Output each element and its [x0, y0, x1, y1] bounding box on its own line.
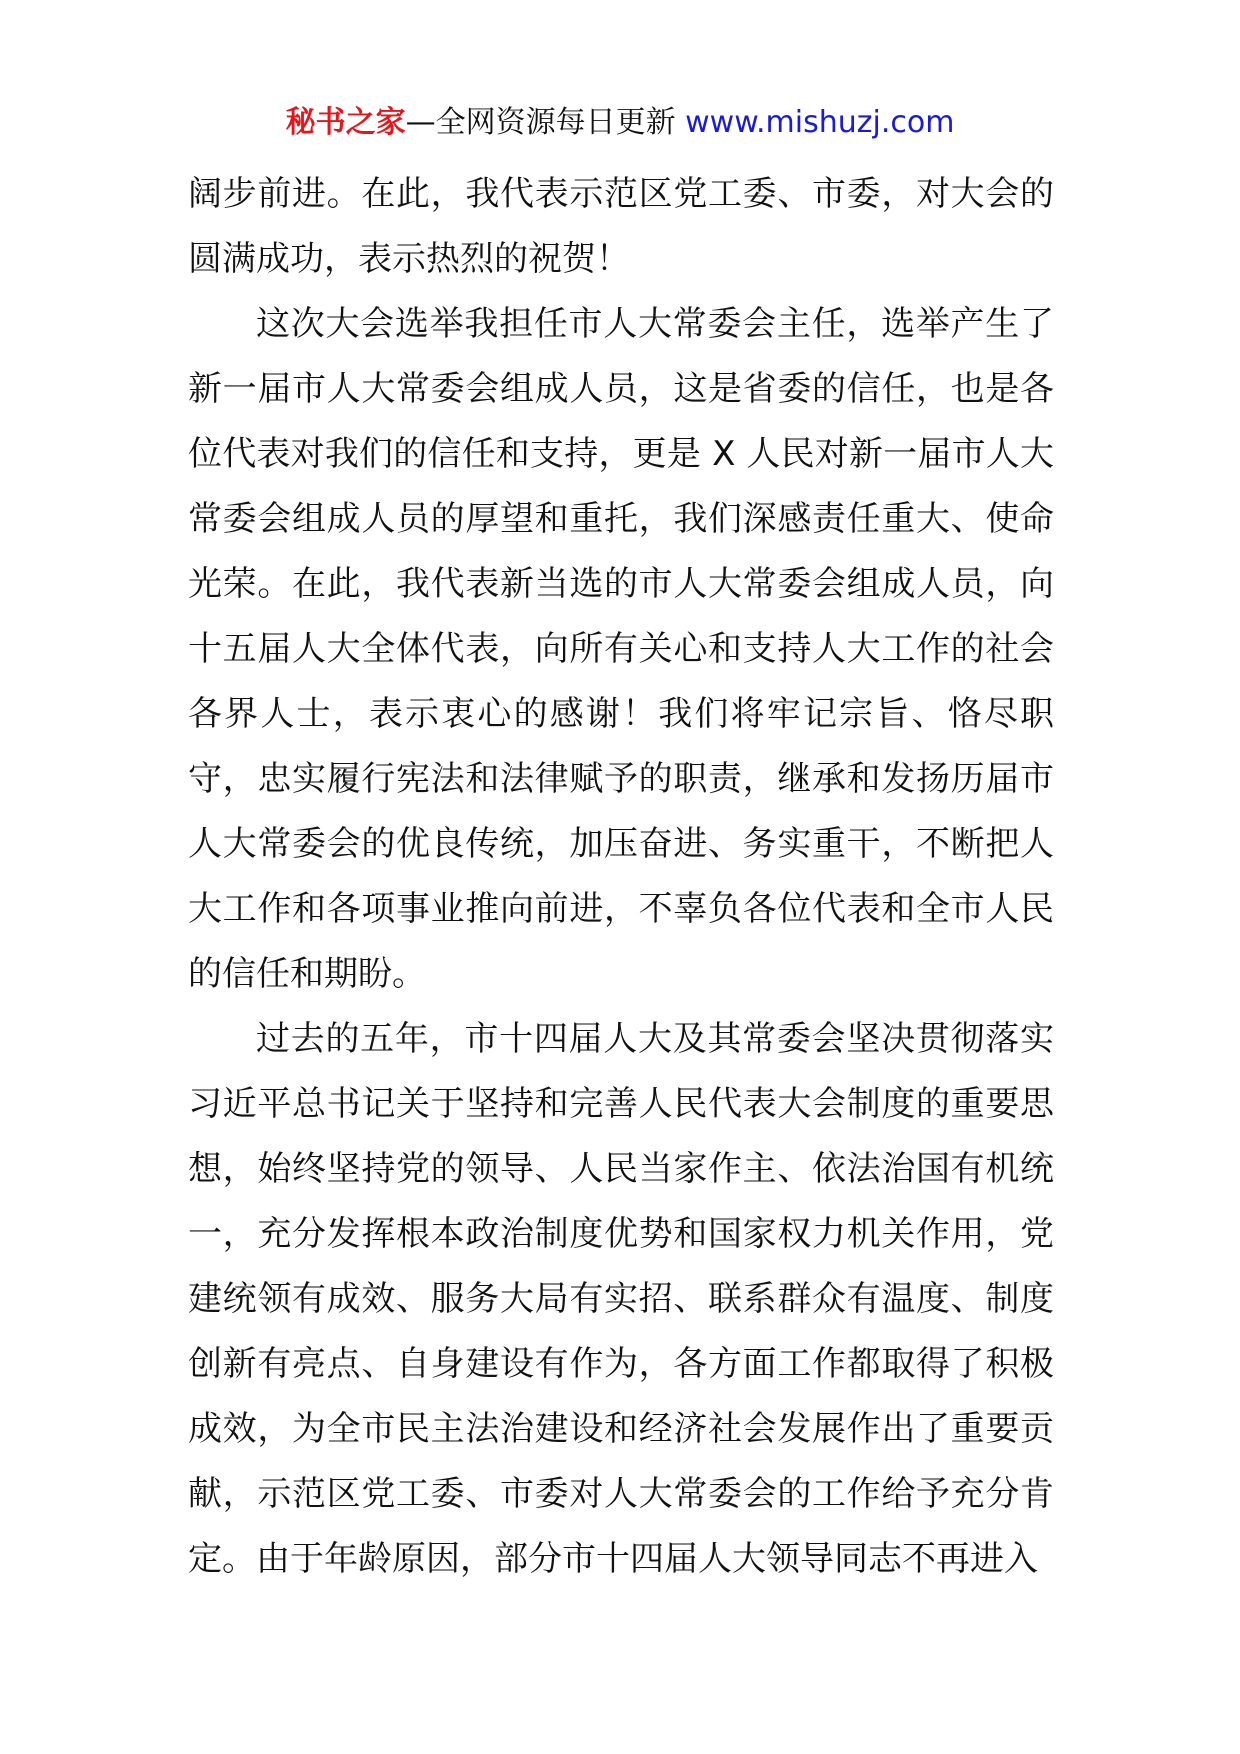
header-tagline: —全网资源每日更新	[405, 105, 676, 140]
paragraph-3: 过去的五年，市十四届人大及其常委会坚决贯彻落实习近平总书记关于坚持和完善人民代表大会制度的重要思想，始终坚持党的领导、人民当家作主、依法治国有机统一，充分发挥根本政治制度优势和国家权力机关作用，党建统领有成效、服务大局有实招、联系群众有温度、制度创新有亮点、自身建设有作为，各方面工作都取得了积极成效，为全市民主法治建设和经济社会发展作出了重要贡献，示范区党工委、市委对人大常委会的工作给予充分肯定。由于年龄原因，部分市十四届人大领导同志不再进入	[188, 1019, 1054, 1579]
paragraph-1: 阔步前进。在此，我代表示范区党工委、市委，对大会的圆满成功，表示热烈的祝贺！	[188, 174, 1054, 279]
paragraph-2: 这次大会选举我担任市人大常委会主任，选举产生了新一届市人大常委会组成人员，这是省委的信任，也是各位代表对我们的信任和支持，更是 X 人民对新一届市人大常委会组成人员的厚望和重托，我们深感责任重大、使命光荣。在此，我代表新当选的市人大常委会组成人员，向十五届人大全体代表，向所有关心和支持人大工作的社会各界人士，表示衷心的感谢！我们将牢记宗旨、恪尽职守，忠实履行宪法和法律赋予的职责，继承和发扬历届市人大常委会的优良传统，加压奋进、务实重干，不断把人大工作和各项事业推向前进，不辜负各位代表和全市人民的信任和期盼。	[188, 304, 1054, 994]
document-body	[188, 162, 1054, 1592]
page-header	[0, 102, 1240, 144]
website-link[interactable]: www.mishuzj.com	[685, 105, 955, 140]
brand-name: 秘书之家	[285, 105, 406, 140]
